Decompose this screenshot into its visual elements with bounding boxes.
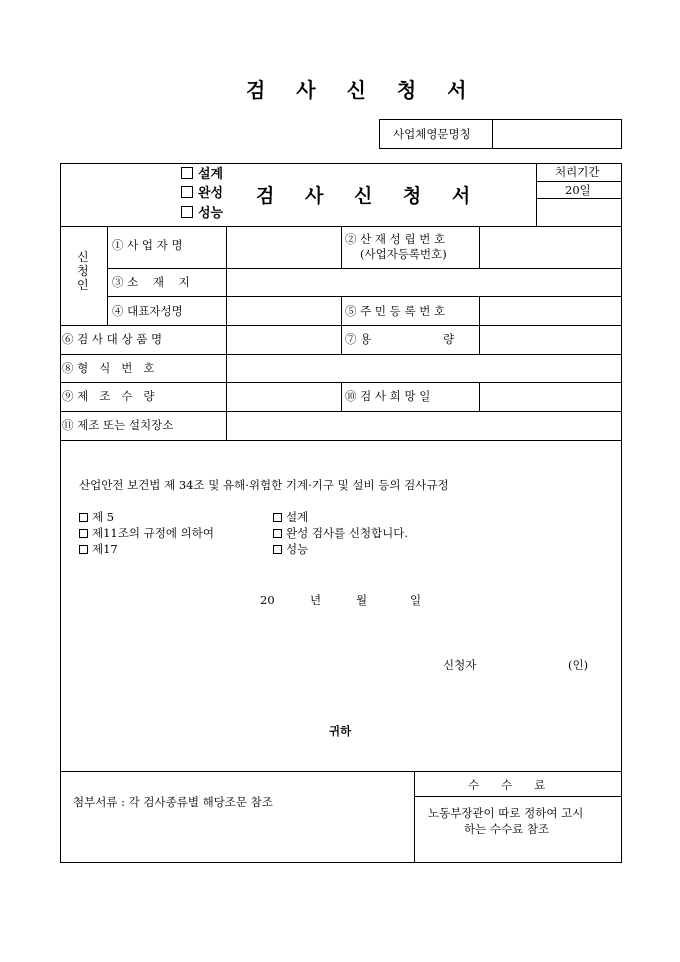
checkbox-icon bbox=[181, 167, 193, 179]
checkbox-icon bbox=[181, 186, 193, 198]
capacity-unit-label: 량 bbox=[443, 332, 455, 346]
article-option-11[interactable]: 제11조의 규정에 의하여 bbox=[79, 526, 214, 540]
date-month: 월 bbox=[356, 593, 368, 607]
applicant-sign-label: 신청자 bbox=[443, 658, 477, 672]
form-inner-title: 검 사 신 청 서 bbox=[256, 185, 483, 207]
install-place-label: ⑪ 제조 또는 설치장소 bbox=[62, 418, 174, 432]
business-english-name-input[interactable] bbox=[496, 122, 618, 146]
location-label: ③ 소 재 지 bbox=[112, 275, 190, 289]
resident-reg-no-label: ⑤ 주 민 등 록 번 호 bbox=[345, 304, 446, 318]
date-day: 일 bbox=[410, 593, 422, 607]
desired-date-input[interactable] bbox=[481, 384, 620, 409]
representative-input[interactable] bbox=[228, 298, 339, 323]
article-option-17[interactable]: 제17 bbox=[79, 542, 118, 556]
quantity-label: ⑨ 제 조 수 량 bbox=[62, 389, 155, 403]
business-owner-name-label: ① 사 업 자 명 bbox=[112, 238, 183, 252]
check-option-design[interactable]: 설계 bbox=[181, 167, 223, 182]
check-option-completion[interactable]: 완성 bbox=[181, 186, 223, 201]
date-year: 년 bbox=[310, 593, 322, 607]
desired-date-label: ⑩ 검 사 희 망 일 bbox=[345, 389, 431, 403]
representative-label: ④ 대표자성명 bbox=[112, 304, 183, 318]
inspection-option-design[interactable]: 설계 bbox=[273, 510, 308, 524]
date-year-prefix: 20 bbox=[260, 593, 275, 607]
business-reg-no-label: (사업자등록번호) bbox=[360, 247, 447, 261]
checkbox-icon bbox=[79, 545, 88, 554]
business-owner-name-input[interactable] bbox=[228, 228, 339, 266]
page-title: 검 사 신 청 서 bbox=[246, 78, 479, 102]
applicant-label: 신 청 인 bbox=[77, 250, 89, 292]
product-name-input[interactable] bbox=[228, 327, 339, 352]
product-name-label: ⑥ 검 사 대 상 품 명 bbox=[62, 332, 163, 346]
attachments-text: 첨부서류 : 각 검사종류별 해당조문 참조 bbox=[73, 795, 273, 809]
location-input[interactable] bbox=[228, 270, 620, 294]
processing-period-value: 20일 bbox=[565, 183, 591, 197]
fee-text-line-2: 하는 수수료 참조 bbox=[464, 822, 550, 836]
statement-text: 산업안전 보건법 제 34조 및 유해·위험한 기계·기구 및 설비 등의 검사규정 bbox=[79, 478, 449, 492]
resident-reg-no-input[interactable] bbox=[481, 298, 620, 323]
checkbox-icon bbox=[273, 529, 282, 538]
capacity-input[interactable] bbox=[481, 327, 620, 352]
quantity-input[interactable] bbox=[228, 384, 339, 409]
model-no-label: ⑧ 형 식 번 호 bbox=[62, 361, 155, 375]
checkbox-icon bbox=[273, 513, 282, 522]
check-option-performance[interactable]: 성능 bbox=[181, 206, 223, 221]
install-place-input[interactable] bbox=[228, 413, 620, 438]
checkbox-icon bbox=[181, 206, 193, 218]
recipient-label: 귀하 bbox=[329, 724, 352, 738]
fee-label: 수 수 료 bbox=[468, 778, 546, 792]
inspection-option-completion[interactable]: 완성 검사를 신청합니다. bbox=[273, 526, 408, 540]
checkbox-icon bbox=[79, 513, 88, 522]
model-no-input[interactable] bbox=[228, 356, 620, 380]
industrial-reg-no-input[interactable] bbox=[481, 228, 620, 266]
capacity-label: ⑦ 용 bbox=[345, 332, 372, 346]
checkbox-icon bbox=[79, 529, 88, 538]
industrial-reg-no-label: ② 산 재 성 립 번 호 bbox=[345, 232, 446, 246]
processing-period-label: 처리기간 bbox=[555, 165, 600, 179]
business-english-name-label: 사업체영문명칭 bbox=[393, 127, 471, 141]
inspection-option-performance[interactable]: 성능 bbox=[273, 542, 308, 556]
checkbox-icon bbox=[273, 545, 282, 554]
seal-mark: (인) bbox=[568, 658, 589, 672]
article-option-5[interactable]: 제 5 bbox=[79, 510, 114, 524]
fee-text-line-1: 노동부장관이 따로 정하여 고시 bbox=[428, 806, 584, 820]
